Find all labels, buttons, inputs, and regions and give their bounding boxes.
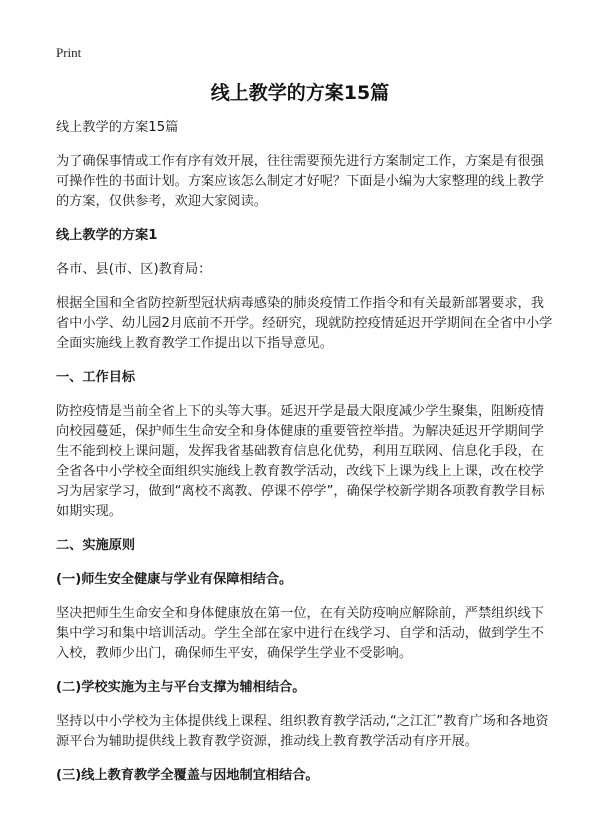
- principle-2-text: 坚持以中小学校为主体提供线上课程、组织教育教学活动,“之江汇”教育广场和各地资源平台为辅助提供线上教育教学资源，推动线上教育教学活动有序开展。: [56, 714, 549, 749]
- goals-paragraph: 防控疫情是当前全省上下的头等大事。延迟开学是最大限度减少学生聚集，阻断疫情向校园蔓延，保护师生生命安全和身体健康的重要管控举措。为解决延迟开学期间学生不能到校上课问题，发挥我省基础教育信息化优势，利用互联网、信息化手段，在全省各中小学校全面组织实施线上教育教学活动，改线下上课为线上上课，改在校学习为居家学习，做到“离校不离教、停课不停学”，确保学校新学期各项教育教学目标如期实现。: [56, 404, 545, 519]
- salutation: 各市、县(市、区)教育局：: [56, 262, 212, 277]
- intro-paragraph: 为了确保事情或工作有序有效开展，往往需要预先进行方案制定工作，方案是有很强可操作性的书面计划。方案应该怎么制定才好呢？下面是小编为大家整理的线上教学的方案，仅供参考，欢迎大家阅读。: [56, 154, 544, 209]
- principle-3-heading: (三)线上教育教学全覆盖与因地制宜相结合。: [56, 768, 319, 783]
- page-title: 线上教学的方案15篇: [210, 82, 390, 104]
- heading-work-goals: 一、工作目标: [56, 370, 136, 385]
- heading-principles: 二、实施原则: [56, 538, 136, 553]
- opening-paragraph: 根据全国和全省防控新型冠状病毒感染的肺炎疫情工作指令和有关最新部署要求，我省中小学、幼儿园2月底前不开学。经研究，现就防控疫情延迟开学期间在全省中小学全面实施线上教育教学工作提出以下指导意见。: [56, 296, 553, 351]
- principle-1-heading: (一)师生安全健康与学业有保障相结合。: [56, 572, 293, 587]
- article-subtitle: 线上教学的方案15篇: [56, 120, 179, 135]
- print-label: Print: [56, 45, 82, 60]
- principle-1-text: 坚决把师生生命安全和身体健康放在第一位，在有关防疫响应解除前，严禁组织线下集中学习和集中培训活动。学生全部在家中进行在线学习、自学和活动，做到学生不入校，教师少出门，确保师生平安，确保学生学业不受影响。: [56, 606, 544, 661]
- section-heading-plan1: 线上教学的方案1: [56, 228, 158, 243]
- principle-2-heading: (二)学校实施为主与平台支撑为辅相结合。: [56, 680, 306, 695]
- article-body: [56, 118, 556, 786]
